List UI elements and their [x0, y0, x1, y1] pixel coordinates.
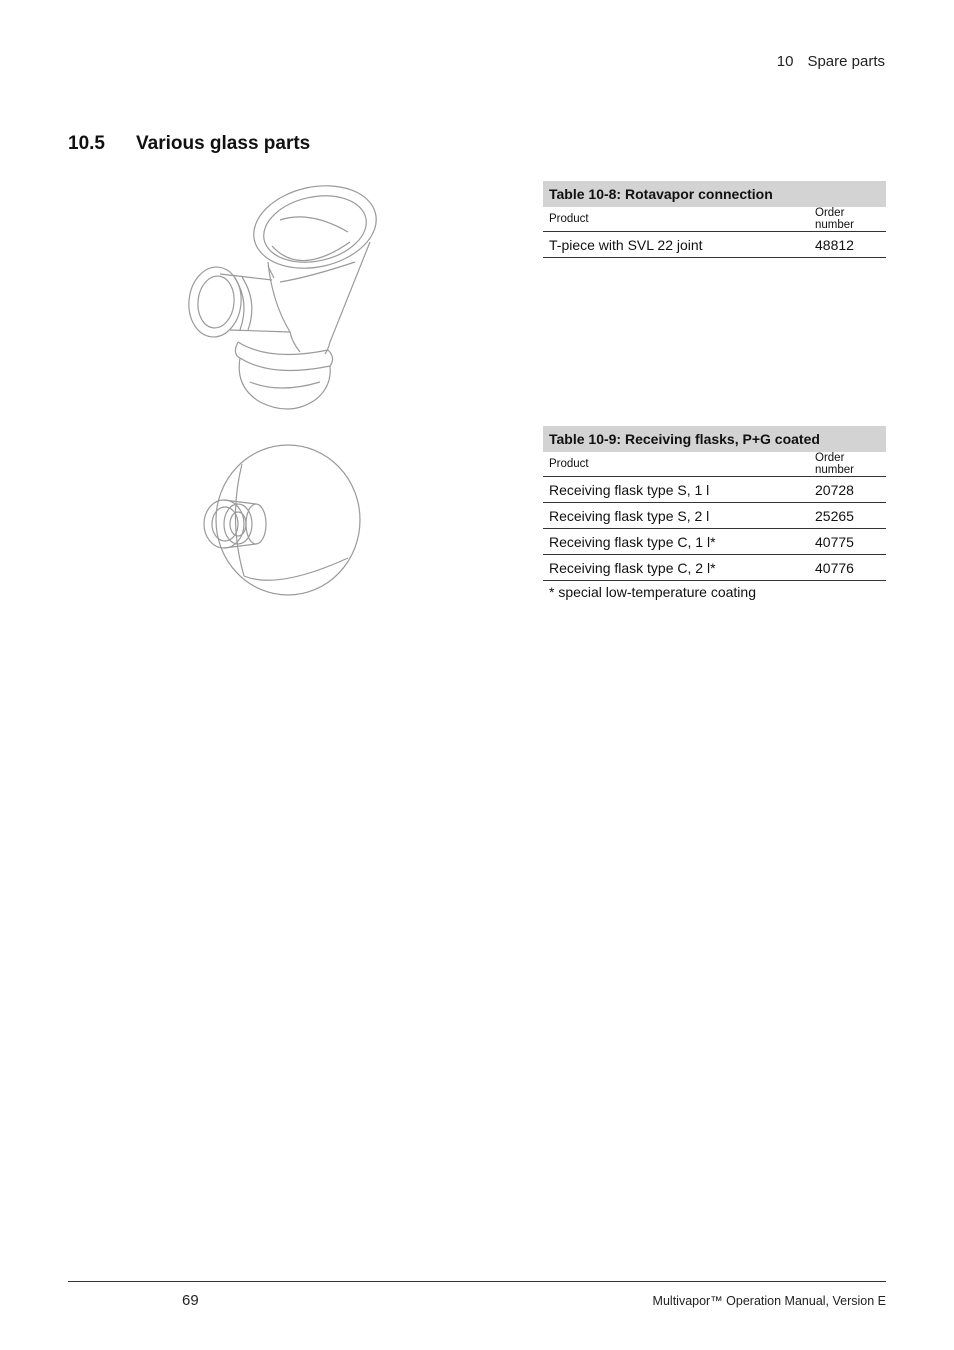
order-number-cell: 40775 — [809, 529, 886, 555]
table-footnote: * special low-temperature coating — [549, 584, 756, 600]
table-receiving-flasks — [543, 426, 886, 581]
table-row — [543, 477, 886, 503]
column-header-order-number: Order number — [809, 452, 886, 477]
product-cell: Receiving flask type S, 1 l — [543, 477, 809, 503]
order-number-cell: 48812 — [809, 232, 886, 258]
chapter-title: Spare parts — [807, 53, 885, 70]
product-cell: Receiving flask type S, 2 l — [543, 503, 809, 529]
product-cell: T-piece with SVL 22 joint — [543, 232, 809, 258]
product-cell: Receiving flask type C, 1 l* — [543, 529, 809, 555]
t-piece-drawing — [180, 182, 395, 414]
footer-divider — [68, 1281, 886, 1282]
table-row — [543, 529, 886, 555]
order-number-cell: 40776 — [809, 555, 886, 581]
product-cell: Receiving flask type C, 2 l* — [543, 555, 809, 581]
chapter-number: 10 — [776, 53, 794, 70]
table-caption: Table 10-9: Receiving flasks, P+G coated — [543, 426, 886, 452]
column-header-product: Product — [543, 207, 809, 232]
receiving-flask-drawing — [198, 440, 366, 600]
table-rotavapor-connection — [543, 181, 886, 258]
running-header — [777, 53, 885, 70]
section-number: 10.5 — [68, 133, 105, 154]
table-row — [543, 232, 886, 258]
column-header-product: Product — [543, 452, 809, 477]
table-row — [543, 555, 886, 581]
table-caption: Table 10-8: Rotavapor connection — [543, 181, 886, 207]
section-heading — [68, 133, 310, 155]
order-number-cell: 25265 — [809, 503, 886, 529]
document-title: Multivapor™ Operation Manual, Version E — [652, 1294, 886, 1308]
order-number-cell: 20728 — [809, 477, 886, 503]
column-header-order-number: Order number — [809, 207, 886, 232]
table-row — [543, 503, 886, 529]
page-number: 69 — [182, 1292, 199, 1309]
section-title: Various glass parts — [136, 133, 311, 154]
